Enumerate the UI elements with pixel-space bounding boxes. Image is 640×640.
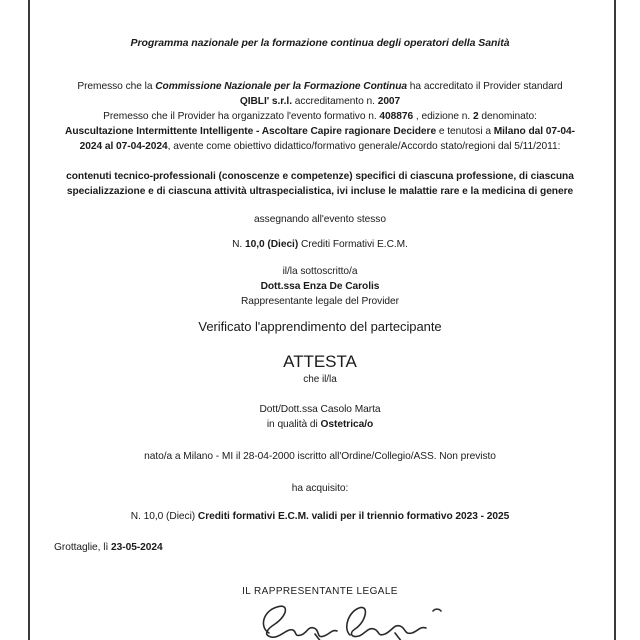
birth-registration-line: nato/a a Milano - MI il 28-04-2000 iscritto all'Ordine/Collegio/ASS. Non previsto xyxy=(144,451,496,462)
signature-handwriting xyxy=(255,599,445,640)
signatory-block xyxy=(32,264,608,309)
verified-learning-line: Verificato l'apprendimento del partecipante xyxy=(198,319,442,334)
signatory-role: Rappresentante legale del Provider xyxy=(240,296,399,307)
awarded-credits-line: N. 10,0 (Dieci) Crediti formativi E.C.M. validi per il triennio formativo 2023 - 2025 xyxy=(130,511,510,522)
participant-block xyxy=(32,402,608,432)
acquired-line: ha acquisito: xyxy=(291,483,349,494)
place-date-line: Grottaglie, lì 23-05-2024 xyxy=(54,542,163,553)
participant-name: Dott/Dott.ssa Casolo Marta xyxy=(259,404,381,415)
page-border-left xyxy=(28,0,30,640)
premise-accreditation: Premesso che la Commissione Nazionale per la Formazione Continua ha accreditato il Provider standard QIBLI' s.r.l. accreditamento n. 2007 xyxy=(77,81,563,107)
document-title: Programma nazionale per la formazione continua degli operatori della Sanità xyxy=(130,37,510,49)
signatory-intro: il/la sottoscritto/a xyxy=(282,266,358,277)
participant-quality: in qualità di Ostetrica/o xyxy=(266,419,374,430)
signatory-name: Dott.ssa Enza De Carolis xyxy=(260,281,380,292)
attesta-heading: ATTESTA xyxy=(283,352,357,371)
che-illa-line: che il/la xyxy=(303,374,337,385)
legal-representative-label: IL RAPPRESENTANTE LEGALE xyxy=(242,586,398,597)
assigning-line: assegnando all'evento stesso xyxy=(254,214,386,225)
page-border-right xyxy=(614,0,616,640)
premise-event: Premesso che il Provider ha organizzato l'evento formativo n. 408876 , edizione n. 2 denominato: Auscultazione Intermittente Intelligente - Ascoltare Capire ragionare Decidere e tenutosi a Milano dal 07-04- 2024 al 07-04-2024, avente come obiettivo didattico/formativo generale/Accordo stato/regioni dal 5/11/2011: xyxy=(65,111,575,152)
objective-paragraph: contenuti tecnico-professionali (conoscenze e competenze) specifici di ciascuna professione, di ciascuna specializzazione e di ciascuna attività ultraspecialistica, ivi incluse le malattie rare e la medicina di genere xyxy=(66,171,574,197)
event-credits-line: N. 10,0 (Dieci) Crediti Formativi E.C.M. xyxy=(232,239,408,250)
